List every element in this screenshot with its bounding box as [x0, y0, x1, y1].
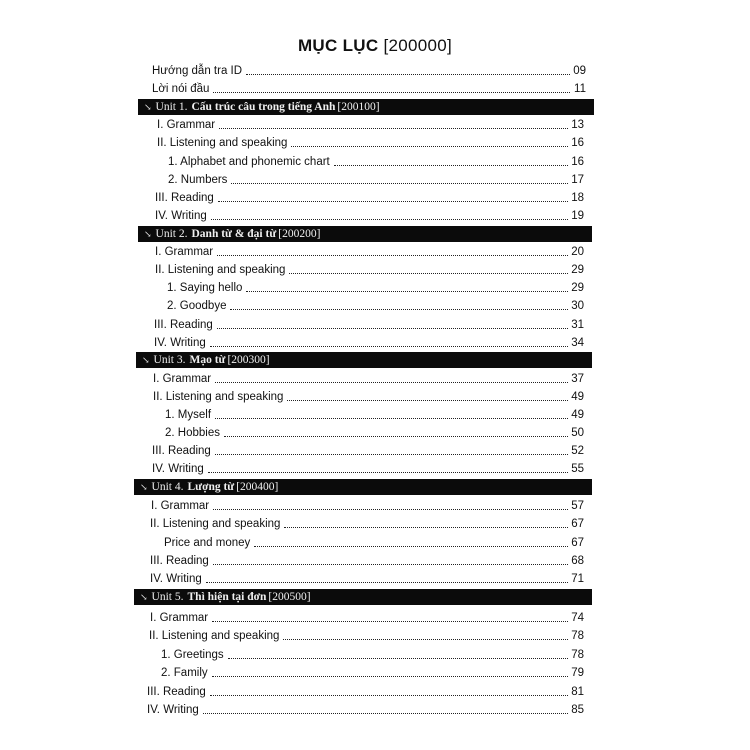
unit-number: Unit 4. — [151, 481, 184, 493]
toc-entry[interactable] — [167, 280, 584, 296]
entry-label: III. Reading — [152, 445, 211, 457]
unit-name: Danh từ & đại từ — [191, 228, 277, 240]
toc-entry[interactable] — [153, 389, 584, 405]
entry-label: III. Reading — [150, 555, 209, 567]
unit-number: Unit 2. — [155, 228, 188, 240]
leader-dots — [289, 273, 568, 274]
entry-page: 09 — [573, 65, 586, 77]
unit-header-5[interactable] — [134, 589, 592, 605]
leader-dots — [284, 527, 568, 528]
leader-dots — [212, 676, 568, 677]
toc-entry[interactable] — [154, 317, 584, 333]
entry-page: 29 — [571, 264, 584, 276]
unit-header-2[interactable] — [138, 226, 592, 242]
leader-dots — [211, 219, 568, 220]
toc-entry[interactable] — [147, 684, 584, 700]
entry-page: 29 — [571, 282, 584, 294]
unit-number: Unit 1. — [155, 101, 188, 113]
entry-page: 78 — [571, 649, 584, 661]
leader-dots — [215, 454, 568, 455]
entry-label: III. Reading — [147, 686, 206, 698]
page-title-text: MỤC LỤC — [297, 36, 379, 55]
toc-entry[interactable] — [150, 610, 584, 626]
leader-dots — [283, 639, 568, 640]
toc-entry[interactable] — [155, 208, 584, 224]
entry-label: I. Grammar — [157, 119, 216, 131]
unit-code: [200400] — [236, 481, 279, 493]
toc-entry[interactable] — [155, 262, 584, 278]
entry-label: 1. Saying hello — [167, 282, 243, 294]
unit-code: [200200] — [278, 228, 321, 240]
toc-entry[interactable] — [164, 535, 584, 551]
entry-label: III. Reading — [154, 319, 213, 331]
entry-page: 68 — [571, 555, 584, 567]
toc-entry[interactable] — [147, 702, 584, 718]
page-title-code: [200000] — [383, 36, 453, 55]
unit-name: Thì hiện tại đơn — [187, 591, 267, 603]
toc-entry[interactable] — [157, 135, 584, 151]
leader-dots — [291, 146, 568, 147]
unit-name: Cấu trúc câu trong tiếng Anh — [191, 101, 336, 113]
leader-dots — [230, 309, 568, 310]
unit-number: Unit 3. — [153, 354, 186, 366]
entry-page: 20 — [571, 246, 584, 258]
entry-label: IV. Writing — [147, 704, 199, 716]
leader-dots — [212, 621, 568, 622]
entry-page: 85 — [571, 704, 584, 716]
corner-mark-icon: ↘ — [140, 592, 148, 602]
unit-code: [200100] — [337, 101, 380, 113]
entry-label: IV. Writing — [155, 210, 207, 222]
entry-label: 2. Numbers — [168, 174, 228, 186]
leader-dots — [218, 201, 568, 202]
unit-number: Unit 5. — [151, 591, 184, 603]
entry-label: II. Listening and speaking — [155, 264, 286, 276]
entry-page: 11 — [574, 83, 586, 95]
page-title — [0, 36, 750, 56]
toc-entry[interactable] — [152, 443, 584, 459]
leader-dots — [219, 128, 568, 129]
entry-page: 71 — [571, 573, 584, 585]
leader-dots — [215, 382, 568, 383]
toc-entry[interactable] — [150, 553, 584, 569]
entry-label: II. Listening and speaking — [150, 518, 281, 530]
entry-page: 17 — [571, 174, 584, 186]
entry-page: 49 — [571, 409, 584, 421]
entry-label: I. Grammar — [150, 612, 209, 624]
entry-label: IV. Writing — [150, 573, 202, 585]
entry-page: 34 — [571, 337, 584, 349]
toc-entry[interactable] — [153, 371, 584, 387]
leader-dots — [213, 509, 568, 510]
toc-entry[interactable] — [167, 298, 584, 314]
leader-dots — [231, 183, 568, 184]
corner-mark-icon: ↘ — [144, 102, 152, 112]
toc-entry[interactable] — [150, 571, 584, 587]
entry-label: Lời nói đầu — [152, 83, 210, 95]
leader-dots — [210, 695, 568, 696]
toc-entry[interactable] — [165, 425, 584, 441]
entry-label: I. Grammar — [155, 246, 214, 258]
entry-label: III. Reading — [155, 192, 214, 204]
toc-entry-preface[interactable] — [152, 81, 586, 97]
toc-entry[interactable] — [168, 154, 584, 170]
leader-dots — [228, 658, 568, 659]
toc-entry[interactable] — [151, 498, 584, 514]
entry-page: 67 — [571, 518, 584, 530]
leader-dots — [213, 564, 568, 565]
entry-label: Price and money — [164, 537, 251, 549]
unit-code: [200300] — [227, 354, 270, 366]
leader-dots — [206, 582, 568, 583]
toc-entry[interactable] — [152, 461, 584, 477]
entry-label: IV. Writing — [152, 463, 204, 475]
leader-dots — [246, 291, 568, 292]
toc-entry[interactable] — [155, 244, 584, 260]
toc-entry[interactable] — [154, 335, 584, 351]
unit-name: Lượng từ — [187, 481, 235, 493]
toc-entry[interactable] — [161, 647, 584, 663]
entry-label: 1. Myself — [165, 409, 212, 421]
entry-page: 31 — [571, 319, 584, 331]
entry-page: 49 — [571, 391, 584, 403]
toc-entry[interactable] — [150, 516, 584, 532]
leader-dots — [254, 546, 568, 547]
entry-page: 52 — [571, 445, 584, 457]
toc-entry[interactable] — [165, 407, 584, 423]
entry-page: 16 — [571, 137, 584, 149]
entry-page: 30 — [571, 300, 584, 312]
toc-entry[interactable] — [157, 117, 584, 133]
leader-dots — [224, 436, 568, 437]
leader-dots — [246, 74, 570, 75]
entry-page: 18 — [571, 192, 584, 204]
entry-page: 50 — [571, 427, 584, 439]
entry-label: II. Listening and speaking — [153, 391, 284, 403]
toc-entry[interactable] — [168, 172, 584, 188]
leader-dots — [203, 713, 568, 714]
leader-dots — [287, 400, 568, 401]
entry-page: 19 — [571, 210, 584, 222]
entry-page: 78 — [571, 630, 584, 642]
leader-dots — [210, 346, 568, 347]
entry-page: 55 — [571, 463, 584, 475]
corner-mark-icon: ↘ — [140, 482, 148, 492]
leader-dots — [208, 472, 568, 473]
entry-page: 57 — [571, 500, 584, 512]
entry-label: II. Listening and speaking — [157, 137, 288, 149]
entry-label: 1. Greetings — [161, 649, 224, 661]
toc-entry-guide[interactable] — [152, 63, 586, 79]
entry-label: 2. Family — [161, 667, 208, 679]
entry-page: 67 — [571, 537, 584, 549]
leader-dots — [334, 165, 568, 166]
entry-page: 81 — [571, 686, 584, 698]
leader-dots — [215, 418, 568, 419]
unit-header-3[interactable] — [136, 352, 592, 368]
entry-label: 1. Alphabet and phonemic chart — [168, 156, 330, 168]
entry-page: 13 — [571, 119, 584, 131]
entry-page: 79 — [571, 667, 584, 679]
entry-page: 16 — [571, 156, 584, 168]
toc-entry[interactable] — [161, 665, 584, 681]
leader-dots — [217, 328, 568, 329]
entry-page: 37 — [571, 373, 584, 385]
entry-label: I. Grammar — [151, 500, 210, 512]
corner-mark-icon: ↘ — [142, 355, 150, 365]
unit-header-4[interactable] — [134, 479, 592, 495]
corner-mark-icon: ↘ — [144, 229, 152, 239]
unit-code: [200500] — [268, 591, 311, 603]
entry-label: 2. Hobbies — [165, 427, 220, 439]
entry-page: 74 — [571, 612, 584, 624]
entry-label: I. Grammar — [153, 373, 212, 385]
entry-label: Hướng dẫn tra ID — [152, 65, 243, 77]
unit-name: Mạo từ — [189, 354, 226, 366]
entry-label: II. Listening and speaking — [149, 630, 280, 642]
unit-header-1[interactable] — [138, 99, 594, 115]
toc-entry[interactable] — [149, 628, 584, 644]
leader-dots — [213, 92, 570, 93]
entry-label: 2. Goodbye — [167, 300, 227, 312]
leader-dots — [217, 255, 568, 256]
toc-entry[interactable] — [155, 190, 584, 206]
entry-label: IV. Writing — [154, 337, 206, 349]
